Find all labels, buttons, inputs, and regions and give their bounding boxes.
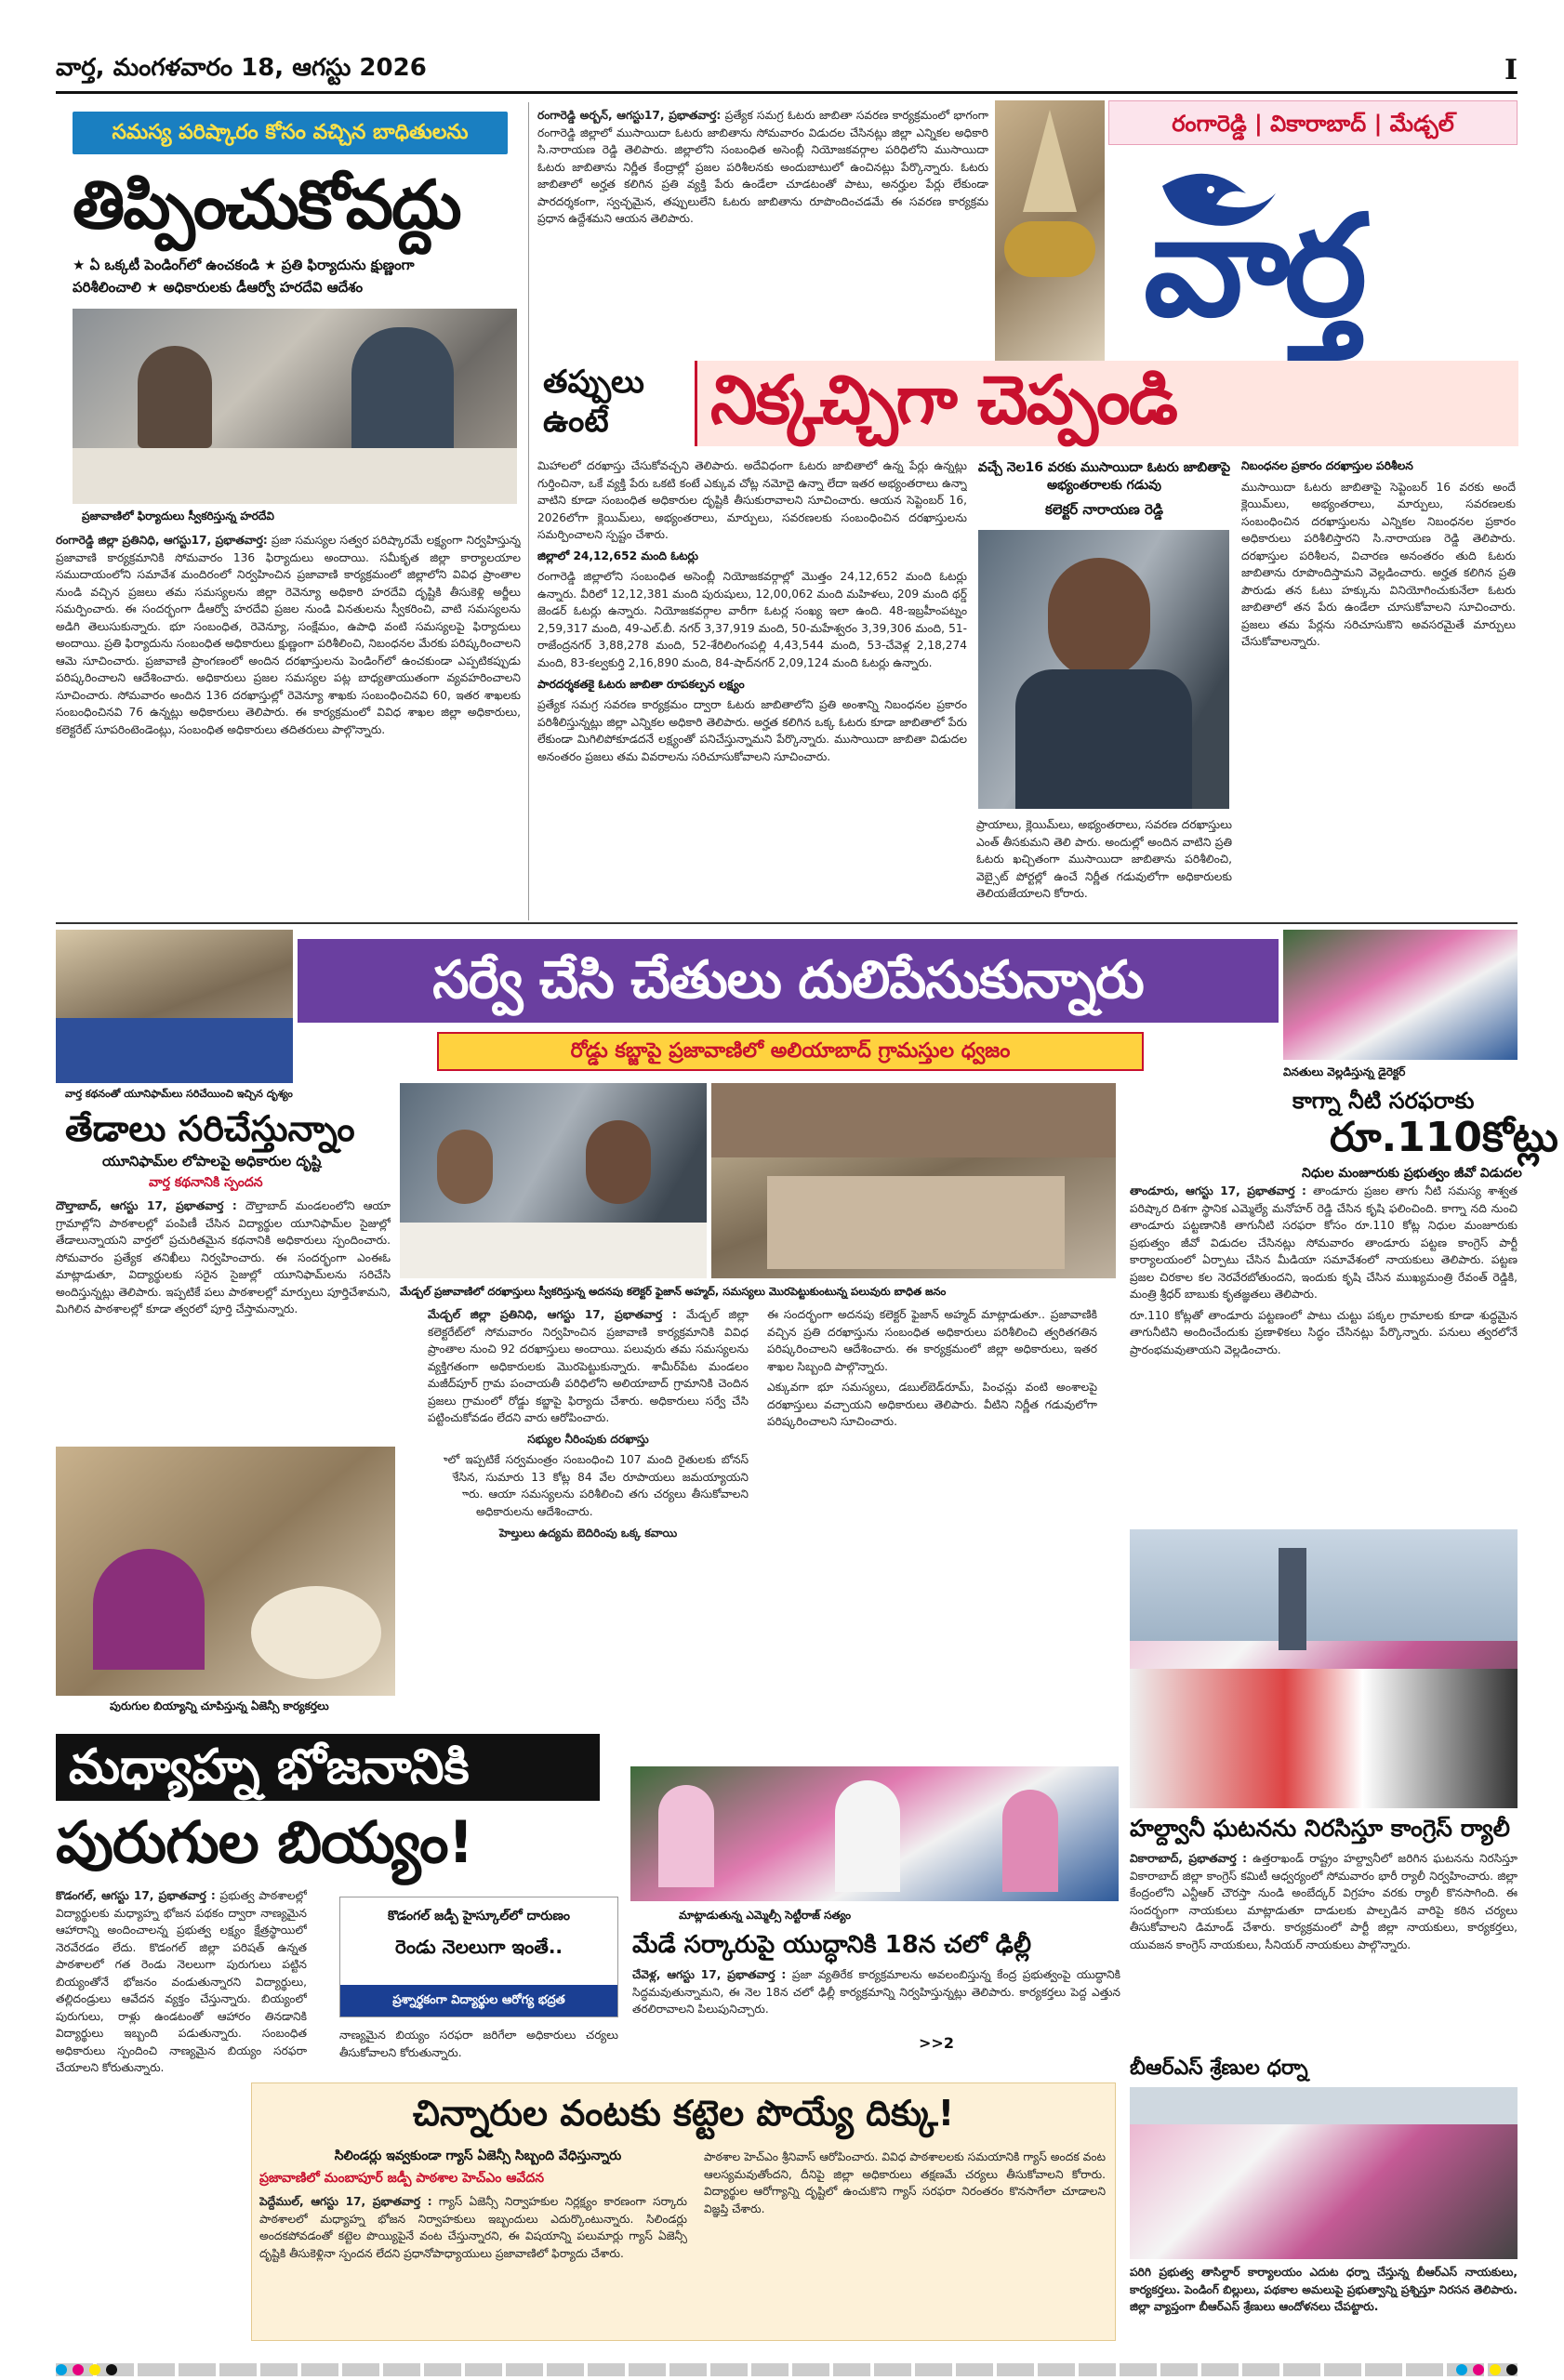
story8-body [1130,1850,1518,2050]
story3-deck-band [437,1032,1144,1071]
story2-col2 [976,816,1232,917]
story6-dateline: చేవెళ్ల, ఆగస్టు 17, ప్రభాతవార్త : [632,1968,787,1981]
story3-text4: ఎక్కువగా భూ సమస్యలు, డబుల్‌బెడ్‌రూమ్, పింఛన్లు వంటి అంశాలపై దరఖాస్తులు వచ్చాయని అధికారులు తెలిపారు. వీటిని నిర్ణీత గడువులోగా పరిష్కరించాలని సూచించారు. [767,1381,1097,1429]
story2-text6: ముసాయిదా ఓటరు జాబితాపై సెప్టెంబర్ 16 వరకు అందే క్లెయిమ్‌లు, అభ్యంతరాలు, మార్పులు, సవరణలకు సంబంధించిన దరఖాస్తులను ఎన్నికల నిబంధనల ప్రకారం అధికారులు పరిశీలిస్తారని సి.నారాయణ రెడ్డి తెలిపారు. దరఖాస్తుల పరిశీలన, విచారణ అనంతరం తుది ఓటరు జాబితాను రూపొందిస్తామని వెల్లడించారు. అర్హత కలిగిన ప్రతి పౌరుడు తన ఓటు హక్కును వినియోగించుకునేలా ఓటరు జాబితాలో తన పేరు ఉండేలా చూసుకోవాలని సూచించారు. ప్రజలు తమ పేర్లను సరిచూసుకొని అవసరమైతే మార్పులు చేసుకోవాలన్నారు. [1241,480,1516,649]
story2-col3 [1241,457,1516,913]
story3-headline-band [298,939,1279,1023]
page-number: I [1504,54,1518,86]
story5-text2: నాణ్యమైన బియ్యం సరఫరా జరిగేలా అధికారులు చర్యలు తీసుకోవాలని కోరుతున్నారు. [339,2029,618,2059]
prajavani-photo-2 [711,1083,1116,1278]
story2-deck: వచ్చే నెల16 వరకు ముసాయిదా ఓటరు జాబితాపై అభ్యంతరాలకు గడువు [977,460,1231,493]
story1-kicker-bar [73,112,508,154]
story2-section1: జిల్లాలో 24,12,652 మంది ఓటర్లు [537,549,698,562]
region-names: రంగారెడ్డి | వికారాబాద్ | మేడ్చల్ [1172,111,1454,137]
story3-sub2: హెల్తులు ఉద్యమ బెదిరింపు ఒక్క కవాయి [498,1526,678,1540]
story2-col1 [537,457,967,913]
story4-headline: తేడాలు సరిచేస్తున్నాం [65,1108,355,1149]
story2-dateline: రంగారెడ్డి అర్బన్, ఆగస్టు17, ప్రభాతవార్త: [537,109,722,122]
story10-deck: సిలిండర్లు ఇవ్వకుండా గ్యాస్ ఏజెన్సీ సిబ్బంది వేధిస్తున్నారు [334,2149,622,2163]
story2-intro [537,107,988,344]
story2-section3: నిబంధనల ప్రకారం దరఖాస్తుల పరిశీలన [1241,459,1413,472]
story3-text: మేడ్చల్ జిల్లా కలెక్టరేట్‌లో సోమవారం నిర్వహించిన ప్రజావాణి కార్యక్రమానికి వివిధ ప్రాంతాల నుంచి 92 దరఖాస్తులు అందాయి. పలువురు తమ సమస్యలను వ్యక్తిగతంగా అధికారులకు మొరపెట్టుకున్నారు. శామీర్‌పేట మండలం మజీద్‌పూర్ గ్రామ పంచాయతీ పరిధిలోని అలియాబాద్ గ్రామానికి చెందిన ప్రజలు గ్రామంలో రోడ్డు కబ్జాపై ఫిర్యాదు చేశారు. అధికారులు సర్వే చేసి పట్టించుకోవడం లేదని వారు ఆరోపించారు. [428,1308,749,1425]
story7-body [1130,1183,1518,1527]
story4-caption-top: వార్త కథనంతో యూనిఫామ్‌లు సరిచేయించి ఇచ్చిన దృశ్యం [65,1088,293,1100]
story10-box [251,2082,1116,2341]
story7-dateline: తాండూరు, ఆగస్టు 17, ప్రభాతవార్త : [1130,1184,1306,1197]
mlc-photo [630,1766,1119,1901]
story1-body [56,532,521,899]
story6-caption: మాట్లాడుతున్న ఎమ్మెల్సీ సెట్టీరాజ్ సత్యం [679,1909,852,1922]
story9-caption [1130,2264,1518,2334]
story5-inset [339,1897,618,2017]
story5-headline1: మధ్యాహ్న భోజనానికి [69,1739,470,1795]
story10-text: గ్యాస్ ఏజెన్సీ నిర్వాహకుల నిర్లక్ష్యం కారణంగా సర్కారు పాఠశాలలో మధ్యాహ్న భోజన నిర్వాహకులు ఇబ్బందులు ఎదుర్కొంటున్నారు. సిలిండర్లు అందకపోవడంతో కట్టెల పొయ్యిపైనే వంట చేస్తున్నారని, ఈ విషయాన్ని పలుమార్లు గ్యాస్ ఏజెన్సీ దృష్టికి తీసుకెళ్లినా స్పందన లేదని ప్రధానోపాధ్యాయులు ప్రజావాణిలో ఫిర్యాదు చేశారు. [259,2195,687,2260]
story3-text3: ఈ సందర్భంగా అదనపు కలెక్టర్ ఫైజాన్ అహ్మద్ మాట్లాడుతూ.. ప్రజావాణికి వచ్చిన ప్రతి దరఖాస్తును సంబంధిత అధికారులు పరిశీలించి త్వరితగతిన పరిష్కరించాలని ఆదేశించారు. ఈ కార్యక్రమంలో జిల్లా అధికారులు, ఇతర శాఖల సిబ్బంది పాల్గొన్నారు. [767,1308,1097,1373]
story6-headline: మేడే సర్కారుపై యుద్ధానికి 18న చలో ఢిల్లీ [632,1931,1032,1959]
story10-col1 [259,2193,687,2333]
story10-sub: ప్రజావాణిలో మంబాపూర్ జడ్పీ పాఠశాల హెచ్ఎం ఆవేదన [259,2171,545,2186]
story3-dateline: మేడ్చల్ జిల్లా ప్రతినిధి, ఆగస్టు 17, ప్రభాతవార్త : [428,1308,677,1321]
story10-headline: చిన్నారుల వంటకు కట్టెల పొయ్యే దిక్కు! [412,2093,955,2134]
story8-headline: హల్ద్వానీ ఘటనను నిరసిస్తూ కాంగ్రెస్ ర్యాలీ [1130,1815,1510,1842]
story4-body [56,1197,391,1444]
dateline-masthead: వార్త, మంగళవారం 18, ఆగస్టు 2026 [56,54,427,82]
story2-side-headline: తప్పులు ఉంటే [543,364,644,440]
brand-logo [1107,149,1525,359]
section-rule [56,922,1518,924]
story7-headline1: కాగ్నా నీటి సరఫరాకు [1292,1088,1475,1114]
story2-text3: రంగారెడ్డి జిల్లాలోని సంబంధిత అసెంబ్లీ నియోజకవర్గాల్లో మొత్తం 24,12,652 మంది ఓటర్లు ఉన్నారు. వీరిలో 12,12,381 మంది పురుషులు, 12,00,062 మంది మహిళలు, 209 మంది థర్డ్ జెండర్ ఓటర్లు ఉన్నారు. నియోజకవర్గాల వారీగా ఓటర్ల సంఖ్య ఇలా ఉంది. 48-ఇబ్రహీంపట్నం 2,59,317 మంది, 49-ఎల్.బీ. నగర్ 3,37,919 మంది, 50-మహేశ్వరం 3,39,306 మంది, 51-రాజేంద్రనగర్ 3,88,278 మంది, 52-శేరిలింగంపల్లి 4,43,544 మంది, 53-చేవెళ్ల 2,18,274 మంది, 83-కల్వకుర్తి 2,16,890 మంది, 84-షాద్‌నగర్ 2,09,124 మంది ఓటర్లు ఉన్నారు. [537,570,967,670]
story1-sub2: పరిశీలించాలి ★ అధికారులకు డీఆర్వో హరదేవి ఆదేశం [73,279,364,296]
brand-name: వార్త [1144,186,1362,348]
story1-kicker: సమస్య పరిష్కారం కోసం వచ్చిన బాధితులను [112,121,469,144]
story3-caption: మేడ్చల్ ప్రజావాణిలో దరఖాస్తులు స్వీకరిస్తున్న అదనపు కలెక్టర్ ఫైజాన్ అహ్మద్, సమస్యలు మొరపెట్టుకుంటున్న పలువురు బాధిత జనం [400,1285,947,1298]
story3-headline: సర్వే చేసి చేతులు దులిపేసుకున్నారు [432,950,1144,1011]
story4-text: దౌల్తాబాద్ మండలంలోని ఆయా గ్రామాల్లోని పాఠశాలల్లో పంపిణీ చేసిన విద్యార్థుల యూనిఫామ్‌ల సైజుల్లో తేడాలున్నాయని వార్తలో ప్రచురితమైన కథనానికి అధికారులు స్పందించారు. సోమవారం ప్రత్యేక తనిఖీలు నిర్వహించారు. ఈ సందర్భంగా ఎంఈఓ మాట్లాడుతూ, విద్యార్థులకు సరైన సైజుల్లో యూనిఫామ్‌లను సరిచేసి అందిస్తున్నట్లు తెలిపారు. ఇప్పటికే పలు పాఠశాలల్లో మార్పులు పూర్తిచేశామని, మిగిలిన పాఠశాలల్లో కూడా త్వరలో పూర్తి చేస్తామన్నారు. [56,1199,391,1316]
story6-jump: >>2 [919,2034,954,2052]
story1-sub1: ★ ఏ ఒక్కటీ పెండింగ్‌లో ఉంచకండి ★ ప్రతి ఫిర్యాదును క్షుణ్ణంగా [73,257,415,273]
story2-deck-box [976,460,1232,525]
congress-photo-top [1283,930,1518,1060]
story3-body-circle [409,1306,1116,1659]
story2-byline: కలెక్టర్ నారాయణ రెడ్డి [1045,501,1163,518]
temple-photo [995,100,1105,365]
story5-body2 [339,2027,618,2082]
story2-headline: నిక్కచ్చిగా చెప్పండి [710,361,1176,439]
masthead-rule [56,91,1518,94]
uniform-photo [56,930,293,1083]
story7-text2: రూ.110 కోట్లతో తాండూరు పట్టణంలో పాటు చుట్టు పక్కల గ్రామాలకు కూడా శుద్ధమైన తాగునీటిని అందించేందుకు ప్రణాళికలు సిద్ధం చేసినట్లు పేర్కొన్నారు. పనులు త్వరలోనే ప్రారంభమవుతాయని వెల్లడించారు. [1130,1308,1518,1356]
story1-text: ప్రజా సమస్యల సత్వర పరిష్కారమే లక్ష్యంగా నిర్వహిస్తున్న ప్రజావాణి కార్యక్రమానికి సోమవారం 136 ఫిర్యాదులు అందాయి. సమీకృత జిల్లా కార్యాలయాల సముదాయంలోని సమావేశ మందిరంలో నిర్వహించిన ప్రజావాణి కార్యక్రమంలో జిల్లాలోని వివిధ ప్రాంతాల నుండి వచ్చిన ప్రజలు తమ సమస్యలను జిల్లా రెవెన్యూ అధికారి హరదేవి దృష్టికి తీసుకెళ్లి అర్జీలు సమర్పించారు. ఈ సందర్భంగా డీఆర్వో హరదేవి ప్రజల నుండి వినతులను స్వీకరించి, వాటి సమస్యలను అడిగి తెలుసుకున్నారు. భూ సంబంధిత, రెవెన్యూ, సంక్షేమం, ఉపాధి వంటి సమస్యలపై ఫిర్యాదులు అందాయి. ప్రతి ఫిర్యాదును సంబంధిత అధికారులు క్షుణ్ణంగా పరిశీలించి, నిబంధనల మేరకు పరిష్కరించాలని ఆమె సూచించారు. ప్రజావాణి ప్రాంగణంలో అందిన దరఖాస్తులను పెండింగ్‌లో ఉంచకుండా ఎప్పటికప్పుడు పరిష్కరించాలని ఆదేశించారు. అధికారులు ప్రజల సమస్యల పట్ల బాధ్యతాయుతంగా వ్యవహరించాలని సూచించారు. సోమవారం అందిన 136 దరఖాస్తుల్లో రెవెన్యూ శాఖకు సంబంధించినవి 60, ఇతర శాఖలకు సంబంధించినవి 76 ఉన్నట్లు అధికారులు తెలిపారు. ఈ కార్యక్రమంలో వివిధ శాఖల జిల్లా అధికారులు, కలెక్టరేట్ సూపరింటెండెంట్లు, సంబంధిత అధికారులు తదితరులు పాల్గొన్నారు. [56,534,521,737]
story4-tag: వార్త కథనానికి స్పందన [149,1175,263,1190]
story1-headline: తిప్పించుకోవద్దు [73,165,460,244]
story3-col1 [428,1306,749,1659]
story7-sub: నిధుల మంజూరుకు ప్రభుత్వం జీవో విడుదల [1302,1166,1522,1181]
story5-headline-band [56,1734,600,1801]
collector-photo [978,530,1229,809]
story5-caption: పురుగుల బియ్యాన్ని చూపిస్తున్న ఏజెన్సీ కార్యకర్తలు [110,1699,329,1712]
print-registration-bar [0,2360,1564,2380]
story4-dateline: దౌల్తాబాద్, ఆగస్టు 17, ప్రభాతవార్త : [56,1199,237,1212]
story8-dateline: వికారాబాద్, ప్రభాతవార్త : [1130,1852,1247,1865]
story3-col2 [767,1306,1097,1659]
story7-caption: వినతులు వెల్లడిస్తున్న డైరెక్టర్ [1283,1065,1406,1078]
region-band [1108,100,1518,145]
congress-rally-photo [1130,1529,1518,1808]
story2-headline-band [537,361,1518,446]
story5-inset-sub: రెండు నెలలుగా ఇంతే.. [394,1936,563,1958]
story9-caption-text: పరిగి ప్రభుత్వ తాసిల్దార్ కార్యాలయం ఎదుట ధర్నా చేస్తున్న బీఆర్ఎస్ నాయకులు, కార్యకర్తలు. పెండింగ్ బిల్లులు, పథకాల అమలుపై ప్రభుత్వాన్ని ప్రశ్నిస్తూ నిరసన తెలిపారు. జిల్లా వ్యాప్తంగా బీఆర్ఎస్ శ్రేణులు ఆందోళనలు చేపట్టారు. [1130,2266,1518,2314]
rice-photo [56,1447,395,1696]
story2-section2: పారదర్శకతకై ఓటరు జాబితా రూపకల్పన లక్ష్యం [537,677,745,691]
story8-text: ఉత్తరాఖండ్ రాష్ట్రం హల్ద్వానీలో జరిగిన ఘటనను నిరసిస్తూ వికారాబాద్ జిల్లా కాంగ్రెస్ కమిటీ ఆధ్వర్యంలో సోమవారం భారీ ర్యాలీ నిర్వహించారు. జిల్లా కేంద్రంలోని ఎన్టీఆర్ చౌరస్తా నుండి అంబేద్కర్ విగ్రహం వరకు ర్యాలీ కొనసాగింది. ఈ సందర్భంగా నాయకులు మాట్లాడుతూ దాడులకు పాల్పడిన వారిపై కఠిన చర్యలు తీసుకోవాలని డిమాండ్ చేశారు. కార్యక్రమంలో పార్టీ జిల్లా నాయకులు, కార్యకర్తలు, యువజన కాంగ్రెస్ నాయకులు, సీనియర్ నాయకులు పాల్గొన్నారు. [1130,1852,1518,1951]
column-rule [528,102,529,920]
story1-dateline: రంగారెడ్డి జిల్లా ప్రతినిధి, ఆగస్టు17, ప్రభాతవార్త: [56,534,268,547]
story10-col2 [704,2149,1106,2333]
story7-headline2: రూ.110కోట్లు [1330,1114,1558,1161]
brs-dharna-photo [1130,2087,1518,2259]
story9-headline: బీఆర్ఎస్ శ్రేణుల ధర్నా [1130,2056,1308,2080]
story6-text: ప్రజా వ్యతిరేక కార్యక్రమాలను అవలంబిస్తున్న కేంద్ర ప్రభుత్వంపై యుద్ధానికి సిద్ధమవుతున్నామని, ఈ నెల 18న చలో ఢిల్లీ కార్యక్రమాన్ని నిర్వహిస్తున్నట్లు తెలిపారు. కార్యకర్తలు పెద్ద ఎత్తున తరలిరావాలని పిలుపునిచ్చారు. [632,1968,1120,2016]
story1-caption: ప్రజావాణిలో ఫిర్యాదులు స్వీకరిస్తున్న హరదేవి [82,509,274,522]
story5-inset-title: కొడంగల్ జడ్పీ హైస్కూల్‌లో దారుణం [387,1909,571,1924]
story1-photo [73,309,517,504]
story2-text2: మిహాలలో దరఖాస్తు చేసుకోవచ్చని తెలిపారు. అదేవిధంగా ఓటరు జాబితాలో ఉన్న పేర్లు ఉన్నట్లు గుర్తించినా, ఒకే వ్యక్తి పేరు ఒకటి కంటే ఎక్కువ చోట్ల నమోదై ఉన్నా లేదా ఇతర అభ్యంతరాలు ఉన్నా వాటిని కూడా సంబంధిత అధికారుల దృష్టికి తీసుకురావాలని సూచించారు. ఆయన సెప్టెంబర్ 16, 2026లోగా క్లెయిమ్‌లు, అభ్యంతరాలు, మార్పులు, సవరణలకు సంబంధించిన దరఖాస్తులను సమర్పించాలని స్పష్టం చేశారు. [537,459,967,542]
story2-text: ప్రత్యేక సమగ్ర ఓటరు జాబితా సవరణ కార్యక్రమంలో భాగంగా రంగారెడ్డి జిల్లాలో ముసాయిదా ఓటరు జాబితాను సోమవారం విడుదల చేసినట్లు జిల్లా ఎన్నికల అధికారి సి.నారాయణ రెడ్డి తెలిపారు. జిల్లాలోని సంబంధిత అసెంబ్లీ నియోజకవర్గాల పరిధిలోని ముసాయిదా ఓటరు జాబితాను నిర్ణీత కేంద్రాల్లో ప్రజల పరిశీలనకు అందుబాటులో ఉంచినట్లు పేర్కొన్నారు. ఓటరు జాబితాలో అర్హత కలిగిన ప్రతి వ్యక్తి పేరు ఉండేలా చూడటంతో పాటు, అనర్హుల పేర్లు లేకుండా పారదర్శకంగా, స్వచ్ఛమైన, తప్పులులేని ఓటరు జాబితాను రూపొందించడమే ఈ సవరణ కార్యక్రమ ప్రధాన ఉద్దేశమని ఆయన తెలిపారు. [537,109,988,226]
story6-body [632,1966,1120,2050]
story10-text2: పాఠశాల హెచ్ఎం శ్రీనివాస్ ఆరోపించారు. వివిధ పాఠశాలలకు సమయానికి గ్యాస్ అందక వంట ఆలస్యమవుతోందని, దీనిపై జిల్లా అధికారులు తక్షణమే చర్యలు తీసుకోవాలని కోరారు. విద్యార్థుల ఆరోగ్యాన్ని దృష్టిలో ఉంచుకొని గ్యాస్ సరఫరా నిరంతరం కొనసాగేలా చూడాలని విజ్ఞప్తి చేశారు. [704,2150,1106,2215]
story7-text: తాండూరు ప్రజల తాగు నీటి సమస్య శాశ్వత పరిష్కార దిశగా స్థానిక ఎమ్మెల్యే మనోహర్ రెడ్డి చేసిన కృషి ఫలించింది. కాగ్నా నది నుంచి తాండూరు పట్టణానికి తాగునీటి సరఫరా కోసం రూ.110 కోట్ల నిధుల మంజూరుకు ప్రభుత్వం జీవో విడుదల చేసినట్లు సోమవారం తాండూరు పట్టణ కాంగ్రెస్ పార్టీ కార్యాలయంలో ఏర్పాటు చేసిన మీడియా సమావేశంలో నాయకులు తెలిపారు. పట్టణ ప్రజల చిరకాల కల నెరవేరబోతుందని, ఇందుకు కృషి చేసిన ముఖ్యమంత్రి రేవంత్ రెడ్డికి, మంత్రి శ్రీధర్ బాబుకు కృతజ్ఞతలు తెలిపారు. [1130,1184,1518,1302]
story2-text4: ప్రత్యేక సమగ్ర సవరణ కార్యక్రమం ద్వారా ఓటరు జాబితాలోని ప్రతి అంశాన్ని నిబంధనల ప్రకారం పరిశీలిస్తున్నట్లు జిల్లా ఎన్నికల అధికారి తెలిపారు. అర్హత కలిగిన ఒక్క ఓటరు కూడా జాబితాలో పేరు లేకుండా మిగిలిపోకూడదనే లక్ష్యంతో పనిచేస్తున్నామని పేర్కొన్నారు. ముసాయిదా జాబితా విడుదల అనంతరం ప్రజలు తమ వివరాలను సరిచూసుకోవాలని సూచించారు. [537,698,967,763]
story3-deck: రోడ్డు కబ్జాపై ప్రజావాణిలో అలియాబాద్ గ్రామస్తుల ధ్వజం [570,1039,1011,1063]
story2-text5: ప్రాయాలు, క్లెయిమ్‌లు, అభ్యంతరాలు, సవరణ దరఖాస్తులు ఎంత్ తీసకుమని తెలి పారు. అందుల్లో అందిన వాటిని ప్రతి ఓటరు ఖచ్చితంగా ముసాయిదా జాబితాను పరిశీలించి, వెబ్సైట్ పోర్టల్లో ఉంచే నిర్ణీత గడువులోగా అధికారులకు తెలియజేయాలని కోరారు. [976,818,1232,901]
story5-inset-bar: ప్రశ్నార్థకంగా విద్యార్థుల ఆరోగ్య భద్రత [340,1985,617,2016]
story10-dateline: పెద్దేముల్, ఆగస్టు 17, ప్రభాతవార్త : [259,2195,432,2208]
story5-dateline: కొడంగల్, ఆగస్టు 17, ప్రభాతవార్త : [56,1889,216,1902]
story3-sub1: సభ్యుల నీరింపుకు దరఖాస్తు [527,1432,649,1446]
story5-headline2: పురుగుల బియ్యం! [56,1808,473,1876]
story5-text: ప్రభుత్వ పాఠశాలల్లో విద్యార్థులకు మధ్యాహ్న భోజన పథకం ద్వారా నాణ్యమైన ఆహారాన్ని అందించాలన్న ప్రభుత్వ లక్ష్యం క్షేత్రస్థాయిలో నెరవేరడం లేదు. కొడంగల్ జిల్లా పరిషత్ ఉన్నత పాఠశాలలో గత రెండు నెలలుగా పురుగులు పట్టిన బియ్యంతోనే భోజనం వండుతున్నారని విద్యార్థులు, తల్లిదండ్రులు ఆవేదన వ్యక్తం చేస్తున్నారు. బియ్యంలో పురుగులు, రాళ్లు ఉండటంతో ఆహారం తినడానికి విద్యార్థులు ఇబ్బంది పడుతున్నారు. సంబంధిత అధికారులు స్పందించి నాణ్యమైన బియ్యం సరఫరా చేయాలని కోరుతున్నారు. [56,1889,307,2075]
story4-sub: యూనిఫామ్‌ల లోపాలపై అధికారుల దృష్టి [102,1153,322,1170]
story3-text2: జిల్లాలో ఇప్పటికే సర్వమంత్రం సంబంధించి 107 మంది రైతులకు బోనస్ అందజేసిన, సుమారు 13 కోట్ల 84 వేల రూపాయలు జమయ్యాయని వివరించారు. ఆయా సమస్యలను పరిశీలించి తగు చర్యలు తీసుకోవాలని సంబంధిత అధికారులను ఆదేశించారు. [428,1453,749,1519]
prajavani-photo-1 [400,1083,707,1278]
